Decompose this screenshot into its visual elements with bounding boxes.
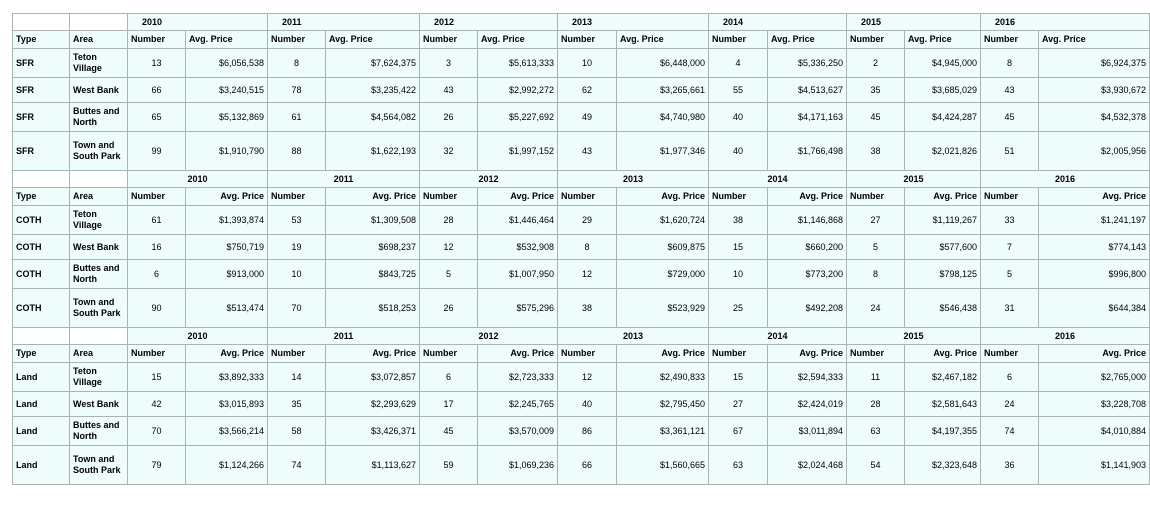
number-cell: 58 <box>268 417 326 446</box>
avg-price-cell: $1,141,903 <box>1039 446 1150 485</box>
number-cell: 42 <box>128 392 186 417</box>
number-cell: 17 <box>420 392 478 417</box>
avg-price-cell: $2,024,468 <box>768 446 847 485</box>
number-cell: 45 <box>981 103 1039 132</box>
number-cell: 43 <box>558 132 617 171</box>
avg-price-cell: $3,015,893 <box>186 392 268 417</box>
year-header: 2013 <box>558 171 709 188</box>
number-cell: 25 <box>709 289 768 328</box>
number-cell: 6 <box>128 260 186 289</box>
number-cell: 88 <box>268 132 326 171</box>
year-header: 2011 <box>268 171 420 188</box>
avg-price-cell: $774,143 <box>1039 235 1150 260</box>
type-header: Type <box>13 31 70 49</box>
avg-price-cell: $2,765,000 <box>1039 363 1150 392</box>
avg-price-cell: $2,467,182 <box>905 363 981 392</box>
year-header-row <box>13 328 1150 345</box>
number-header: Number <box>128 31 186 49</box>
avg-price-cell: $773,200 <box>768 260 847 289</box>
number-header: Number <box>709 345 768 363</box>
avg-price-cell: $3,235,422 <box>326 78 420 103</box>
year-header: 2016 <box>981 14 1150 31</box>
year-header-row <box>13 171 1150 188</box>
number-header: Number <box>709 188 768 206</box>
avg-price-cell: $3,892,333 <box>186 363 268 392</box>
number-cell: 59 <box>420 446 478 485</box>
number-cell: 3 <box>420 49 478 78</box>
avg-price-cell: $609,875 <box>617 235 709 260</box>
number-cell: 62 <box>558 78 617 103</box>
number-cell: 12 <box>558 260 617 289</box>
avg-price-cell: $6,448,000 <box>617 49 709 78</box>
avg-price-header: Avg. Price <box>1039 31 1150 49</box>
blank-cell <box>13 328 70 345</box>
avg-price-header: Avg. Price <box>1039 188 1150 206</box>
sales-statistics-table <box>12 13 1150 485</box>
avg-price-cell: $1,124,266 <box>186 446 268 485</box>
number-cell: 19 <box>268 235 326 260</box>
type-cell: SFR <box>13 103 70 132</box>
number-cell: 79 <box>128 446 186 485</box>
blank-cell <box>70 14 128 31</box>
number-header: Number <box>420 345 478 363</box>
number-header: Number <box>558 188 617 206</box>
table-row <box>13 289 1150 328</box>
avg-price-cell: $3,011,894 <box>768 417 847 446</box>
avg-price-cell: $4,513,627 <box>768 78 847 103</box>
avg-price-cell: $3,685,029 <box>905 78 981 103</box>
number-cell: 35 <box>268 392 326 417</box>
year-header: 2013 <box>558 14 709 31</box>
avg-price-header: Avg. Price <box>617 31 709 49</box>
avg-price-cell: $1,007,950 <box>478 260 558 289</box>
year-header: 2014 <box>709 171 847 188</box>
table-row <box>13 417 1150 446</box>
year-header: 2015 <box>847 14 981 31</box>
number-cell: 8 <box>558 235 617 260</box>
number-header: Number <box>847 345 905 363</box>
number-cell: 38 <box>558 289 617 328</box>
year-header: 2013 <box>558 328 709 345</box>
avg-price-cell: $4,564,082 <box>326 103 420 132</box>
avg-price-cell: $1,622,193 <box>326 132 420 171</box>
avg-price-cell: $5,132,869 <box>186 103 268 132</box>
number-cell: 43 <box>420 78 478 103</box>
avg-price-cell: $1,766,498 <box>768 132 847 171</box>
number-cell: 2 <box>847 49 905 78</box>
number-cell: 38 <box>847 132 905 171</box>
avg-price-cell: $4,532,378 <box>1039 103 1150 132</box>
year-header: 2010 <box>128 328 268 345</box>
number-cell: 29 <box>558 206 617 235</box>
number-cell: 66 <box>128 78 186 103</box>
area-cell: Teton Village <box>70 49 128 78</box>
number-cell: 5 <box>847 235 905 260</box>
avg-price-cell: $1,910,790 <box>186 132 268 171</box>
number-cell: 33 <box>981 206 1039 235</box>
number-cell: 74 <box>981 417 1039 446</box>
avg-price-cell: $5,613,333 <box>478 49 558 78</box>
avg-price-header: Avg. Price <box>478 345 558 363</box>
avg-price-cell: $4,945,000 <box>905 49 981 78</box>
blank-cell <box>70 328 128 345</box>
number-cell: 24 <box>981 392 1039 417</box>
area-cell: Teton Village <box>70 363 128 392</box>
table-row <box>13 103 1150 132</box>
year-header: 2012 <box>420 171 558 188</box>
number-cell: 8 <box>268 49 326 78</box>
type-cell: SFR <box>13 132 70 171</box>
number-cell: 12 <box>558 363 617 392</box>
number-cell: 7 <box>981 235 1039 260</box>
avg-price-cell: $4,171,163 <box>768 103 847 132</box>
avg-price-cell: $3,265,661 <box>617 78 709 103</box>
year-header: 2011 <box>268 14 420 31</box>
avg-price-cell: $750,719 <box>186 235 268 260</box>
avg-price-cell: $996,800 <box>1039 260 1150 289</box>
area-cell: West Bank <box>70 235 128 260</box>
column-header-row <box>13 31 1150 49</box>
number-cell: 66 <box>558 446 617 485</box>
year-header: 2014 <box>709 14 847 31</box>
year-header: 2015 <box>847 171 981 188</box>
avg-price-cell: $3,566,214 <box>186 417 268 446</box>
table-row <box>13 132 1150 171</box>
area-cell: Buttes and North <box>70 260 128 289</box>
number-header: Number <box>268 345 326 363</box>
number-header: Number <box>420 31 478 49</box>
year-header: 2012 <box>420 14 558 31</box>
number-header: Number <box>981 31 1039 49</box>
avg-price-cell: $1,446,464 <box>478 206 558 235</box>
avg-price-header: Avg. Price <box>478 31 558 49</box>
year-header: 2016 <box>981 171 1150 188</box>
number-cell: 11 <box>847 363 905 392</box>
number-header: Number <box>709 31 768 49</box>
type-cell: COTH <box>13 235 70 260</box>
avg-price-cell: $575,296 <box>478 289 558 328</box>
area-cell: Buttes and North <box>70 417 128 446</box>
avg-price-cell: $2,005,956 <box>1039 132 1150 171</box>
avg-price-cell: $3,426,371 <box>326 417 420 446</box>
avg-price-header: Avg. Price <box>617 188 709 206</box>
table-row <box>13 363 1150 392</box>
number-cell: 90 <box>128 289 186 328</box>
avg-price-cell: $1,113,627 <box>326 446 420 485</box>
number-cell: 99 <box>128 132 186 171</box>
table-row <box>13 206 1150 235</box>
avg-price-cell: $1,241,197 <box>1039 206 1150 235</box>
blank-cell <box>13 171 70 188</box>
avg-price-cell: $2,581,643 <box>905 392 981 417</box>
avg-price-cell: $5,227,692 <box>478 103 558 132</box>
avg-price-cell: $798,125 <box>905 260 981 289</box>
avg-price-cell: $1,560,665 <box>617 446 709 485</box>
area-cell: West Bank <box>70 392 128 417</box>
number-cell: 70 <box>128 417 186 446</box>
avg-price-cell: $4,740,980 <box>617 103 709 132</box>
number-cell: 26 <box>420 103 478 132</box>
number-cell: 55 <box>709 78 768 103</box>
avg-price-cell: $513,474 <box>186 289 268 328</box>
avg-price-cell: $644,384 <box>1039 289 1150 328</box>
number-header: Number <box>128 188 186 206</box>
avg-price-header: Avg. Price <box>478 188 558 206</box>
number-cell: 51 <box>981 132 1039 171</box>
number-cell: 38 <box>709 206 768 235</box>
avg-price-cell: $2,293,629 <box>326 392 420 417</box>
table-row <box>13 446 1150 485</box>
avg-price-cell: $2,021,826 <box>905 132 981 171</box>
number-cell: 13 <box>128 49 186 78</box>
avg-price-cell: $1,146,868 <box>768 206 847 235</box>
area-cell: Town and South Park <box>70 446 128 485</box>
year-header: 2014 <box>709 328 847 345</box>
number-header: Number <box>981 345 1039 363</box>
number-header: Number <box>268 188 326 206</box>
avg-price-header: Avg. Price <box>326 345 420 363</box>
avg-price-header: Avg. Price <box>905 31 981 49</box>
number-cell: 26 <box>420 289 478 328</box>
number-cell: 16 <box>128 235 186 260</box>
number-cell: 45 <box>847 103 905 132</box>
number-cell: 8 <box>981 49 1039 78</box>
area-header: Area <box>70 345 128 363</box>
number-cell: 61 <box>128 206 186 235</box>
number-cell: 5 <box>981 260 1039 289</box>
avg-price-header: Avg. Price <box>326 188 420 206</box>
avg-price-cell: $1,997,152 <box>478 132 558 171</box>
avg-price-cell: $3,930,672 <box>1039 78 1150 103</box>
table-row <box>13 78 1150 103</box>
area-cell: West Bank <box>70 78 128 103</box>
number-cell: 32 <box>420 132 478 171</box>
avg-price-cell: $3,361,121 <box>617 417 709 446</box>
avg-price-cell: $546,438 <box>905 289 981 328</box>
number-cell: 12 <box>420 235 478 260</box>
number-header: Number <box>847 31 905 49</box>
avg-price-cell: $913,000 <box>186 260 268 289</box>
avg-price-cell: $6,056,538 <box>186 49 268 78</box>
year-header: 2011 <box>268 328 420 345</box>
number-cell: 63 <box>709 446 768 485</box>
avg-price-header: Avg. Price <box>1039 345 1150 363</box>
avg-price-cell: $2,424,019 <box>768 392 847 417</box>
number-cell: 14 <box>268 363 326 392</box>
avg-price-cell: $5,336,250 <box>768 49 847 78</box>
type-cell: COTH <box>13 206 70 235</box>
avg-price-header: Avg. Price <box>768 188 847 206</box>
avg-price-cell: $4,010,884 <box>1039 417 1150 446</box>
type-cell: Land <box>13 363 70 392</box>
avg-price-header: Avg. Price <box>186 188 268 206</box>
column-header-row <box>13 345 1150 363</box>
avg-price-cell: $6,924,375 <box>1039 49 1150 78</box>
avg-price-header: Avg. Price <box>905 188 981 206</box>
number-cell: 78 <box>268 78 326 103</box>
avg-price-header: Avg. Price <box>186 31 268 49</box>
number-cell: 6 <box>981 363 1039 392</box>
year-header-row <box>13 14 1150 31</box>
blank-cell <box>13 14 70 31</box>
number-cell: 40 <box>709 103 768 132</box>
number-cell: 28 <box>420 206 478 235</box>
number-header: Number <box>981 188 1039 206</box>
area-cell: Town and South Park <box>70 289 128 328</box>
avg-price-cell: $518,253 <box>326 289 420 328</box>
avg-price-header: Avg. Price <box>617 345 709 363</box>
number-header: Number <box>558 345 617 363</box>
year-header: 2015 <box>847 328 981 345</box>
number-cell: 15 <box>128 363 186 392</box>
avg-price-cell: $4,197,355 <box>905 417 981 446</box>
number-header: Number <box>128 345 186 363</box>
table-row <box>13 392 1150 417</box>
avg-price-cell: $2,992,272 <box>478 78 558 103</box>
blank-cell <box>70 171 128 188</box>
table-row <box>13 235 1150 260</box>
avg-price-cell: $1,069,236 <box>478 446 558 485</box>
number-cell: 4 <box>709 49 768 78</box>
avg-price-cell: $2,245,765 <box>478 392 558 417</box>
number-cell: 49 <box>558 103 617 132</box>
type-cell: SFR <box>13 49 70 78</box>
number-cell: 24 <box>847 289 905 328</box>
avg-price-header: Avg. Price <box>186 345 268 363</box>
type-header: Type <box>13 345 70 363</box>
type-cell: Land <box>13 446 70 485</box>
avg-price-cell: $729,000 <box>617 260 709 289</box>
number-cell: 10 <box>268 260 326 289</box>
avg-price-cell: $3,240,515 <box>186 78 268 103</box>
number-cell: 27 <box>709 392 768 417</box>
number-cell: 8 <box>847 260 905 289</box>
number-cell: 67 <box>709 417 768 446</box>
number-cell: 15 <box>709 235 768 260</box>
avg-price-cell: $577,600 <box>905 235 981 260</box>
number-header: Number <box>268 31 326 49</box>
year-header: 2016 <box>981 328 1150 345</box>
year-header: 2010 <box>128 14 268 31</box>
number-header: Number <box>558 31 617 49</box>
number-cell: 6 <box>420 363 478 392</box>
avg-price-cell: $843,725 <box>326 260 420 289</box>
number-cell: 31 <box>981 289 1039 328</box>
number-cell: 40 <box>558 392 617 417</box>
avg-price-cell: $3,228,708 <box>1039 392 1150 417</box>
number-cell: 53 <box>268 206 326 235</box>
year-header: 2010 <box>128 171 268 188</box>
avg-price-cell: $492,208 <box>768 289 847 328</box>
table-row <box>13 49 1150 78</box>
number-cell: 10 <box>558 49 617 78</box>
number-cell: 65 <box>128 103 186 132</box>
table-row <box>13 260 1150 289</box>
year-header: 2012 <box>420 328 558 345</box>
number-header: Number <box>847 188 905 206</box>
avg-price-cell: $3,072,857 <box>326 363 420 392</box>
avg-price-cell: $2,795,450 <box>617 392 709 417</box>
sales-table-container <box>12 13 1150 485</box>
number-cell: 43 <box>981 78 1039 103</box>
number-cell: 15 <box>709 363 768 392</box>
number-cell: 36 <box>981 446 1039 485</box>
number-cell: 10 <box>709 260 768 289</box>
number-cell: 28 <box>847 392 905 417</box>
type-cell: SFR <box>13 78 70 103</box>
avg-price-cell: $3,570,009 <box>478 417 558 446</box>
avg-price-cell: $1,119,267 <box>905 206 981 235</box>
number-cell: 45 <box>420 417 478 446</box>
number-cell: 40 <box>709 132 768 171</box>
avg-price-cell: $7,624,375 <box>326 49 420 78</box>
avg-price-cell: $1,309,508 <box>326 206 420 235</box>
area-cell: Buttes and North <box>70 103 128 132</box>
type-cell: Land <box>13 392 70 417</box>
avg-price-header: Avg. Price <box>768 31 847 49</box>
avg-price-header: Avg. Price <box>768 345 847 363</box>
avg-price-cell: $698,237 <box>326 235 420 260</box>
avg-price-cell: $523,929 <box>617 289 709 328</box>
avg-price-cell: $4,424,287 <box>905 103 981 132</box>
number-cell: 86 <box>558 417 617 446</box>
avg-price-cell: $1,393,874 <box>186 206 268 235</box>
number-header: Number <box>420 188 478 206</box>
type-cell: Land <box>13 417 70 446</box>
number-cell: 74 <box>268 446 326 485</box>
avg-price-cell: $1,977,346 <box>617 132 709 171</box>
type-cell: COTH <box>13 260 70 289</box>
number-cell: 5 <box>420 260 478 289</box>
number-cell: 54 <box>847 446 905 485</box>
type-header: Type <box>13 188 70 206</box>
number-cell: 27 <box>847 206 905 235</box>
avg-price-header: Avg. Price <box>905 345 981 363</box>
avg-price-cell: $2,490,833 <box>617 363 709 392</box>
avg-price-cell: $2,594,333 <box>768 363 847 392</box>
number-cell: 35 <box>847 78 905 103</box>
avg-price-header: Avg. Price <box>326 31 420 49</box>
number-cell: 63 <box>847 417 905 446</box>
area-header: Area <box>70 188 128 206</box>
area-cell: Town and South Park <box>70 132 128 171</box>
number-cell: 70 <box>268 289 326 328</box>
column-header-row <box>13 188 1150 206</box>
type-cell: COTH <box>13 289 70 328</box>
area-cell: Teton Village <box>70 206 128 235</box>
number-cell: 61 <box>268 103 326 132</box>
area-header: Area <box>70 31 128 49</box>
avg-price-cell: $2,323,648 <box>905 446 981 485</box>
avg-price-cell: $1,620,724 <box>617 206 709 235</box>
avg-price-cell: $532,908 <box>478 235 558 260</box>
avg-price-cell: $660,200 <box>768 235 847 260</box>
avg-price-cell: $2,723,333 <box>478 363 558 392</box>
